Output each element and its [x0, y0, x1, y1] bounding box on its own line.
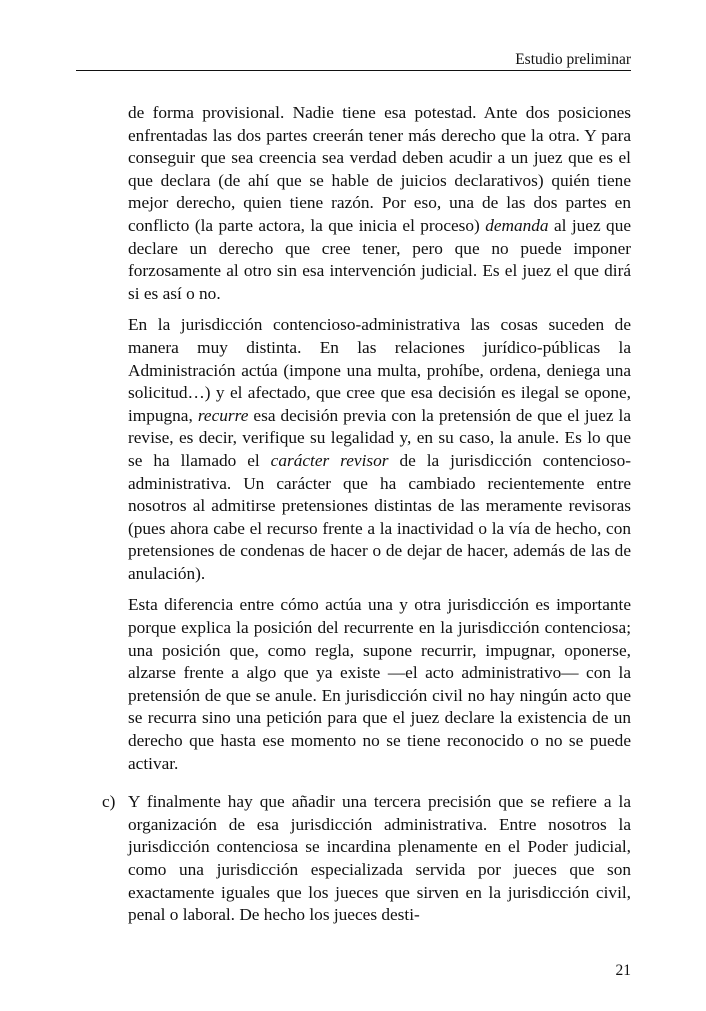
emphasis-recurre: recurre [197, 405, 249, 425]
paragraph-3: Esta diferencia entre cómo actúa una y otra jurisdicción es importante porque explica la posición del recurrente en la jurisdicción contenciosa; una posición que, como regla, supone recurrir, impugnar, oponerse, alzarse frente a algo que ya existe —el acto administrativo— con la pretensión de que se anule. En jurisdicción civil no hay ningún acto que se recurra sino una petición para que el juez declare la existencia de un derecho que hasta ese momento no se tiene reconocido o no se puede activar. [128, 595, 631, 773]
emphasis-caracter-revisor: carácter revisor [270, 450, 389, 470]
paragraph-2: En la jurisdicción contencioso-administrativa las cosas suceden de manera muy distinta. En las relaciones jurídico-públicas la Administración actúa (impone una multa, prohíbe, ordena, deniega una solicitud…) y el afectado, que cree que esa decisión es ilegal se opone, impugna, recurre esa decisión previa con la pretensión de que el juez la revise, es decir, verifique su legalidad y, en su caso, la anule. Es lo que se ha llamado el carácter revisor de la jurisdicción contencioso-administrativa. Un carácter que ha cambiado recientemente entre nosotros al admitirse pretensiones distintas de las meramente revisoras (pues ahora cabe el recurso frente a la inactividad o la vía de hecho, con pretensiones de condenas de hacer o de dejar de hacer, además de las de anulación). [128, 315, 631, 583]
running-header: Estudio preliminar [515, 51, 631, 68]
header-rule [76, 70, 631, 71]
emphasis-demanda: demanda [485, 215, 549, 235]
list-item-c [102, 791, 631, 927]
list-item-text: Y finalmente hay que añadir una tercera precisión que se refiere a la organización de esa jurisdicción administrativa. Entre nosotros la jurisdicción contenciosa se incardina plenamente en el Poder judicial, como una jurisdicción especializada servida por jueces que son exactamente iguales que los jueces que sirven en la jurisdicción civil, penal o laboral. De hecho los jueces desti- [128, 792, 631, 925]
page-number: 21 [615, 962, 631, 979]
body-text [102, 102, 632, 936]
list-marker: c) [102, 792, 116, 812]
paragraph-1: de forma provisional. Nadie tiene esa potestad. Ante dos posiciones enfrentadas las dos partes creerán tener más derecho que la otra. Y para conseguir que sea creencia sea verdad deben acudir a un juez que es el que declara (de ahí que se hable de juicios declarativos) quién tiene mejor derecho, quien tiene razón. Por eso, una de las dos partes en conflicto (la parte actora, la que inicia el proceso) demanda al juez que declare un derecho que cree tener, pero que no puede imponer forzosamente al otro sin esa intervención judicial. Es el juez el que dirá si es así o no. [128, 103, 632, 303]
